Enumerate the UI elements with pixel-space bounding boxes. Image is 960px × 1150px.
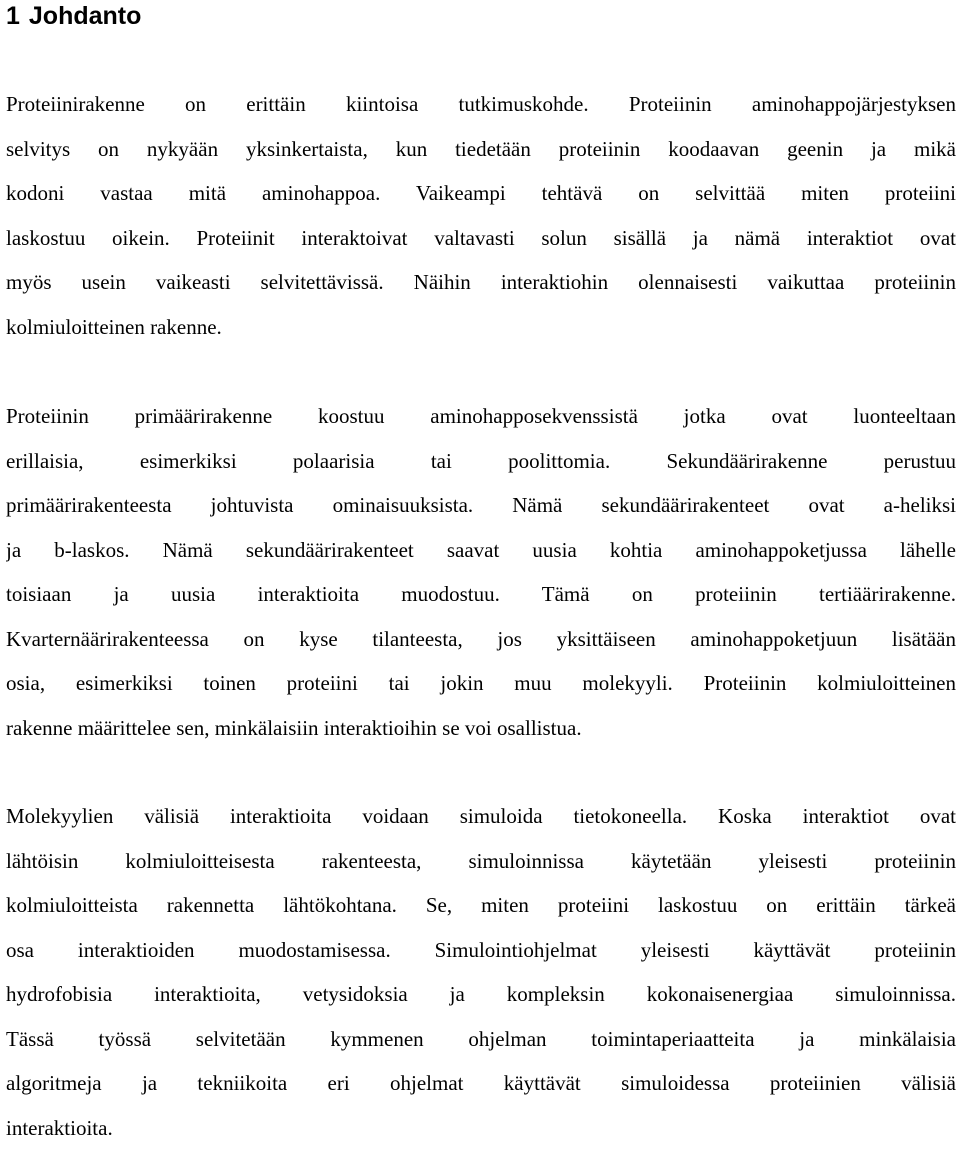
- paragraph-structure: [6, 394, 956, 750]
- text-line: hydrofobisia interaktioita, vetysidoksia ja kompleksin kokonaisenergiaa simuloinnissa.: [6, 972, 956, 1017]
- text-line: kolmiuloitteista rakennetta lähtökohtana. Se, miten proteiini laskostuu on erittäin tärkeä: [6, 883, 956, 928]
- text-line: rakenne määrittelee sen, minkälaisiin interaktioihin se voi osallistua.: [6, 706, 956, 751]
- text-line: Proteiinin primäärirakenne koostuu aminohapposekvenssistä jotka ovat luonteeltaan: [6, 394, 956, 439]
- text-line: interaktioita.: [6, 1106, 956, 1150]
- text-line: osa interaktioiden muodostamisessa. Simulointiohjelmat yleisesti käyttävät proteiinin: [6, 928, 956, 973]
- text-line: laskostuu oikein. Proteiinit interaktoivat valtavasti solun sisällä ja nämä interaktiot ovat: [6, 216, 956, 261]
- section-number: 1: [6, 2, 20, 30]
- section-title: Johdanto: [29, 2, 142, 30]
- text-line: myös usein vaikeasti selvitettävissä. Näihin interaktiohin olennaisesti vaikuttaa proteiinin: [6, 260, 956, 305]
- text-line: erillaisia, esimerkiksi polaarisia tai poolittomia. Sekundäärirakenne perustuu: [6, 439, 956, 484]
- text-line: Proteiinirakenne on erittäin kiintoisa tutkimuskohde. Proteiinin aminohappojärjestyksen: [6, 82, 956, 127]
- section-heading: [6, 0, 141, 34]
- text-line: Kvarternäärirakenteessa on kyse tilanteesta, jos yksittäiseen aminohappoketjuun lisätään: [6, 617, 956, 662]
- text-line: kolmiuloitteinen rakenne.: [6, 305, 956, 350]
- text-line: Molekyylien välisiä interaktioita voidaan simuloida tietokoneella. Koska interaktiot ovat: [6, 794, 956, 839]
- text-line: lähtöisin kolmiuloitteisesta rakenteesta, simuloinnissa käytetään yleisesti proteiinin: [6, 839, 956, 884]
- text-line: toisiaan ja uusia interaktioita muodostuu. Tämä on proteiinin tertiäärirakenne.: [6, 572, 956, 617]
- text-line: primäärirakenteesta johtuvista ominaisuuksista. Nämä sekundäärirakenteet ovat a-heliksi: [6, 483, 956, 528]
- paragraph-simulation: [6, 794, 956, 1150]
- text-line: Tässä työssä selvitetään kymmenen ohjelman toimintaperiaatteita ja minkälaisia: [6, 1017, 956, 1062]
- paragraph-intro: [6, 82, 956, 349]
- text-line: algoritmeja ja tekniikoita eri ohjelmat käyttävät simuloidessa proteiinien välisiä: [6, 1061, 956, 1106]
- text-line: kodoni vastaa mitä aminohappoa. Vaikeampi tehtävä on selvittää miten proteiini: [6, 171, 956, 216]
- text-line: osia, esimerkiksi toinen proteiini tai jokin muu molekyyli. Proteiinin kolmiuloitteinen: [6, 661, 956, 706]
- text-line: selvitys on nykyään yksinkertaista, kun tiedetään proteiinin koodaavan geenin ja mikä: [6, 127, 956, 172]
- text-line: ja b-laskos. Nämä sekundäärirakenteet saavat uusia kohtia aminohappoketjussa lähelle: [6, 528, 956, 573]
